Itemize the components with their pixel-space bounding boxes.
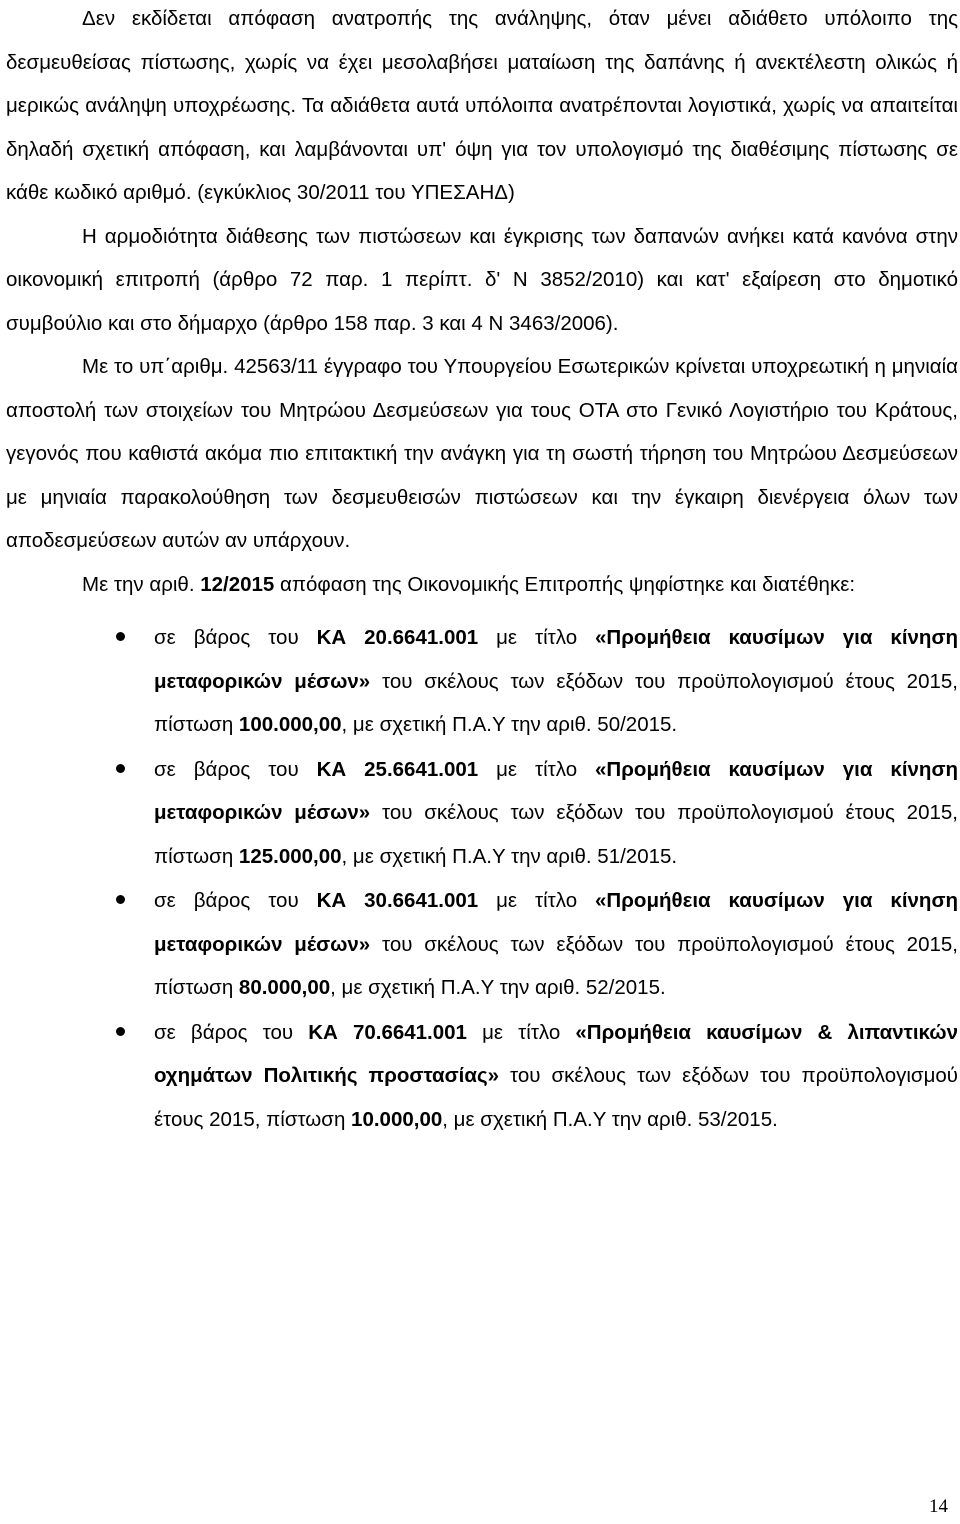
item-title-prefix: με τίτλο bbox=[478, 626, 596, 649]
decision-number: 12/2015 bbox=[200, 572, 275, 596]
bullet-icon bbox=[116, 895, 125, 904]
item-prefix: σε βάρος του bbox=[154, 757, 317, 781]
item-budget-text: του σκέλους των εξόδων του προϋπολογισμού έτους 2015, πίστωση bbox=[154, 932, 958, 999]
item-title: «Προμήθεια καυσίμων για κίνηση μεταφορικών μέσων» bbox=[154, 889, 958, 956]
list-item bbox=[6, 1011, 958, 1142]
item-title: «Προμήθεια καυσίμων για κίνηση μεταφορικών μέσων» bbox=[154, 626, 958, 693]
list-item bbox=[6, 616, 958, 747]
item-reference: , με σχετική Π.Α.Υ την αριθ. 50/2015. bbox=[341, 713, 678, 736]
item-amount: 10.000,00 bbox=[351, 1107, 443, 1131]
budget-code: ΚΑ 30.6641.001 bbox=[316, 889, 479, 912]
item-budget-text: του σκέλους των εξόδων του προϋπολογισμού έτους 2015, πίστωση bbox=[154, 801, 958, 868]
budget-allocation-list bbox=[6, 616, 958, 1141]
document-page bbox=[6, 0, 958, 1142]
item-reference: , με σχετική Π.Α.Υ την αριθ. 52/2015. bbox=[330, 976, 666, 999]
item-amount: 125.000,00 bbox=[238, 844, 342, 868]
item-prefix: σε βάρος του bbox=[154, 626, 317, 649]
page-number: 14 bbox=[929, 1496, 948, 1517]
item-reference: , με σχετική Π.Α.Υ την αριθ. 53/2015. bbox=[442, 1107, 778, 1131]
bullet-icon bbox=[116, 764, 125, 773]
budget-code: ΚΑ 20.6641.001 bbox=[316, 626, 479, 649]
paragraph-decision bbox=[6, 563, 958, 607]
budget-code: ΚΑ 70.6641.001 bbox=[308, 1020, 467, 1044]
bullet-icon bbox=[116, 1027, 125, 1036]
item-amount: 100.000,00 bbox=[238, 713, 342, 736]
paragraph-competence: Η αρμοδιότητα διάθεσης των πιστώσεων και έγκρισης των δαπανών ανήκει κατά κανόνα στην οικονομική επιτροπή (άρθρο 72 παρ. 1 περίπτ. δ' Ν 3852/2010) και κατ' εξαίρεση στο δημοτικό συμβούλιο και στο δήμαρχο (άρθρο 158 παρ. 3 και 4 Ν 3463/2006). bbox=[6, 224, 958, 335]
paragraph-ministry-document: Με το υπ΄αριθμ. 42563/11 έγγραφο του Υπουργείου Εσωτερικών κρίνεται υποχρεωτική η μηνιαία αποστολή των στοιχείων του Μητρώου Δεσμεύσεων για τους ΟΤΑ στο Γενικό Λογιστήριο του Κράτους, γεγονός που καθιστά ακόμα πιο επιτακτική την ανάγκη για τη σωστή τήρηση του Μητρώου Δεσμεύσεων με μηνιαία παρακολούθηση των δεσμευθεισών πιστώσεων και την έγκαιρη διενέργεια όλων των αποδεσμεύσεων αυτών αν υπάρχουν. bbox=[6, 355, 958, 552]
item-budget-text: του σκέλους των εξόδων του προϋπολογισμού έτους 2015, πίστωση bbox=[154, 1064, 958, 1131]
item-amount: 80.000,00 bbox=[238, 976, 331, 999]
item-title: «Προμήθεια καυσίμων & λιπαντικών οχημάτων Πολιτικής προστασίας» bbox=[154, 1020, 958, 1087]
list-item bbox=[6, 879, 958, 1010]
bullet-icon bbox=[116, 632, 125, 641]
paragraph-commitment-reversal: Δεν εκδίδεται απόφαση ανατροπής της ανάληψης, όταν μένει αδιάθετο υπόλοιπο της δεσμευθείσας πίστωσης, χωρίς να έχει μεσολαβήσει ματαίωση της δαπάνης ή ανεκτέλεστη ολικώς ή μερικώς ανάληψη υποχρέωσης. Τα αδιάθετα αυτά υπόλοιπα ανατρέπονται λογιστικά, χωρίς να απαιτείται δηλαδή σχετική απόφαση, και λαμβάνονται υπ' όψη για τον υπολογισμό της διαθέσιμης πίστωσης σε κάθε κωδικό αριθμό. (εγκύκλιος 30/2011 του ΥΠΕΣΑΗΔ) bbox=[6, 7, 958, 204]
item-title-prefix: με τίτλο bbox=[466, 1020, 576, 1044]
item-title-prefix: με τίτλο bbox=[478, 889, 596, 912]
item-prefix: σε βάρος του bbox=[154, 1020, 309, 1044]
list-item bbox=[6, 748, 958, 879]
decision-text-before: Με την αριθ. bbox=[82, 572, 201, 596]
item-title: «Προμήθεια καυσίμων για κίνηση μεταφορικών μέσων» bbox=[154, 757, 958, 824]
item-reference: , με σχετική Π.Α.Υ την αριθ. 51/2015. bbox=[341, 844, 678, 868]
decision-text-after: απόφαση της Οικονομικής Επιτροπής ψηφίστηκε και διατέθηκε: bbox=[274, 572, 856, 596]
item-budget-text: του σκέλους των εξόδων του προϋπολογισμού έτους 2015, πίστωση bbox=[154, 669, 958, 736]
budget-code: ΚΑ 25.6641.001 bbox=[316, 757, 479, 781]
item-prefix: σε βάρος του bbox=[154, 889, 317, 912]
item-title-prefix: με τίτλο bbox=[478, 757, 596, 781]
